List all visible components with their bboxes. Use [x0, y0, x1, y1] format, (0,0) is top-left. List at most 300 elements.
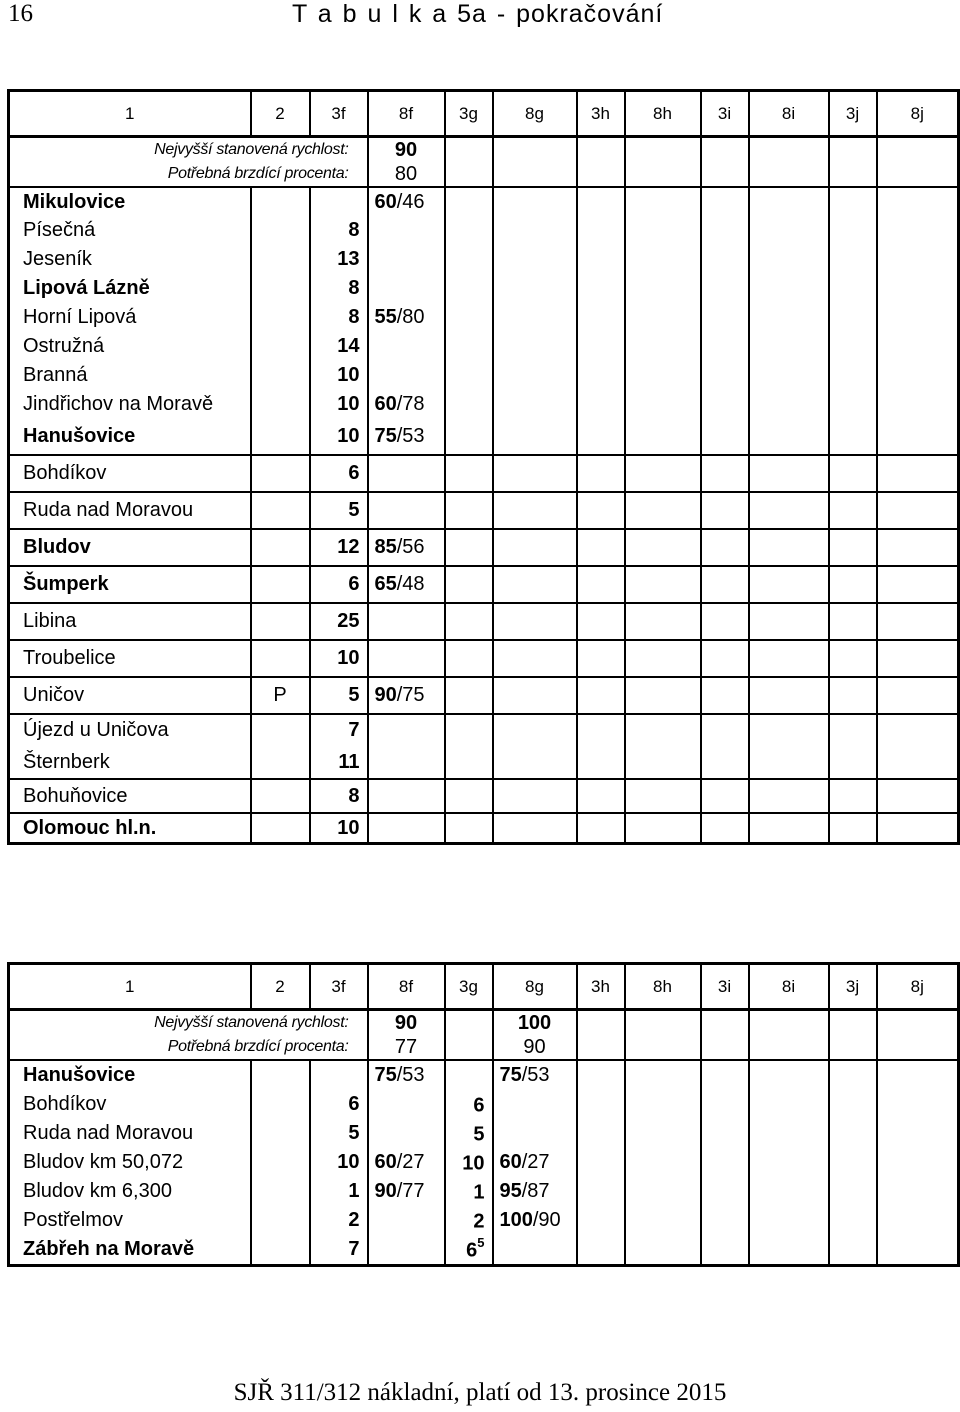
station-name: Horní Lipová: [9, 303, 251, 332]
empty-cell: [625, 361, 701, 390]
station-speed-f-brake: /53: [396, 1064, 425, 1086]
empty-cell: [877, 390, 959, 419]
station-name: Bohdíkov: [9, 1090, 251, 1119]
empty-cell: [829, 303, 877, 332]
empty-cell: [251, 1235, 310, 1266]
empty-cell: [829, 361, 877, 390]
station-mark: [251, 361, 310, 390]
col-header-3f: 3f: [310, 964, 368, 1010]
empty-cell: [829, 1177, 877, 1206]
station-speed: [368, 529, 445, 566]
empty-cell: [577, 332, 625, 361]
empty-cell: [251, 1119, 310, 1148]
empty-cell: [749, 187, 829, 216]
empty-cell: [493, 677, 577, 714]
empty-cell: [577, 1177, 625, 1206]
empty-cell: [749, 455, 829, 492]
station-distance-g: [445, 1148, 493, 1177]
empty-cell: [445, 640, 493, 677]
empty-cell: [829, 603, 877, 640]
station-row: [9, 1206, 959, 1235]
empty-cell: [577, 640, 625, 677]
station-row: [9, 245, 959, 274]
empty-cell: [625, 1119, 701, 1148]
empty-cell: [749, 1148, 829, 1177]
empty-cell: [877, 714, 959, 746]
station-mark: [251, 714, 310, 746]
empty-cell: [749, 492, 829, 529]
empty-cell: [625, 813, 701, 844]
footer-note: SJŘ 311/312 nákladní, platí od 13. prosince 2015: [233, 1379, 727, 1406]
empty-cell: [749, 1060, 829, 1090]
station-name: Ruda nad Moravou: [9, 1119, 251, 1148]
empty-cell: [625, 1206, 701, 1235]
empty-cell: [829, 746, 877, 779]
col-header-1: 1: [9, 964, 251, 1010]
station-name: Bludov km 50,072: [9, 1148, 251, 1177]
station-speed-value: 90: [374, 684, 397, 706]
empty-cell: [445, 746, 493, 779]
empty-cell: [877, 332, 959, 361]
station-name: Bludov: [9, 529, 251, 566]
station-mark: [251, 390, 310, 419]
station-distance: 10: [310, 419, 368, 455]
empty-cell: [445, 492, 493, 529]
empty-cell: [445, 245, 493, 274]
empty-cell: [829, 245, 877, 274]
empty-cell: [701, 245, 749, 274]
empty-cell: [749, 1206, 829, 1235]
col-header-3g: 3g: [445, 964, 493, 1010]
empty-cell: [829, 1206, 877, 1235]
station-speed-brake: /75: [396, 684, 425, 706]
empty-cell: [701, 714, 749, 746]
station-row: [9, 274, 959, 303]
station-row: [9, 1060, 959, 1090]
station-distance-g: [445, 1206, 493, 1235]
station-speed: [368, 216, 445, 245]
station-speed: [368, 187, 445, 216]
station-distance-g-value: 6: [473, 1094, 485, 1117]
empty-cell: [577, 746, 625, 779]
empty-cell: [877, 640, 959, 677]
station-distance: 12: [310, 529, 368, 566]
empty-cell: [877, 1235, 959, 1266]
empty-cell: [493, 566, 577, 603]
empty-cell: [445, 332, 493, 361]
empty-cell: [701, 1206, 749, 1235]
station-speed-value: 60: [374, 393, 397, 415]
empty-cell: [701, 187, 749, 216]
station-row: [9, 361, 959, 390]
station-row: [9, 216, 959, 245]
station-mark: [251, 603, 310, 640]
station-speed-brake: /48: [396, 573, 425, 595]
empty-cell: [701, 1235, 749, 1266]
empty-cell: [577, 303, 625, 332]
station-row: [9, 603, 959, 640]
station-distance-g-note: 5: [477, 1234, 485, 1250]
station-name: Ruda nad Moravou: [9, 492, 251, 529]
empty-cell: [701, 603, 749, 640]
empty-cell: [493, 455, 577, 492]
station-distance: 6: [310, 566, 368, 603]
empty-cell: [749, 746, 829, 779]
empty-cell: [577, 492, 625, 529]
empty-cell: [577, 216, 625, 245]
station-speed-brake: /78: [396, 393, 425, 415]
station-distance-f: 6: [310, 1090, 368, 1119]
station-distance-g-value: 1: [473, 1181, 485, 1204]
empty-cell: [577, 603, 625, 640]
col-header-3i: 3i: [701, 91, 749, 137]
station-speed-f: [368, 1177, 445, 1206]
empty-cell: [701, 640, 749, 677]
empty-cell: [877, 566, 959, 603]
station-speed: [368, 455, 445, 492]
station-speed-g: [493, 1090, 577, 1119]
empty-cell: [749, 813, 829, 844]
col-header-8h: 8h: [625, 964, 701, 1010]
empty-cell: [577, 187, 625, 216]
empty-cell: [749, 714, 829, 746]
station-name: Olomouc hl.n.: [9, 813, 251, 844]
station-row: [9, 1090, 959, 1119]
station-row: [9, 332, 959, 361]
empty-cell: [625, 245, 701, 274]
empty-cell: [251, 1060, 310, 1090]
empty-cell: [829, 1235, 877, 1266]
station-name: Lipová Lázně: [9, 274, 251, 303]
empty-cell: [829, 1119, 877, 1148]
empty-cell: [701, 529, 749, 566]
empty-cell: [749, 419, 829, 455]
empty-cell: [749, 332, 829, 361]
station-speed-g: [493, 1235, 577, 1266]
empty-cell: [829, 813, 877, 844]
empty-cell: [577, 390, 625, 419]
empty-cell: [877, 813, 959, 844]
station-speed: [368, 245, 445, 274]
col-header-2: 2: [251, 91, 310, 137]
empty-cell: [577, 566, 625, 603]
station-speed-f: [368, 1090, 445, 1119]
station-mark: [251, 332, 310, 361]
empty-cell: [877, 1090, 959, 1119]
empty-cell: [577, 1060, 625, 1090]
col-header-8j: 8j: [877, 91, 959, 137]
max-speed-value: 90: [368, 137, 445, 163]
station-mark: [251, 746, 310, 779]
empty-cell: [829, 1148, 877, 1177]
station-distance: 8: [310, 216, 368, 245]
station-mark: [251, 274, 310, 303]
page-title: T a b u l k a 5a - pokračování: [292, 0, 664, 28]
station-distance: 10: [310, 640, 368, 677]
empty-cell: [749, 361, 829, 390]
empty-cell: [577, 677, 625, 714]
empty-cell: [625, 332, 701, 361]
empty-cell: [829, 390, 877, 419]
station-row: [9, 303, 959, 332]
empty-cell: [877, 746, 959, 779]
station-distance: 14: [310, 332, 368, 361]
station-name: Hanušovice: [9, 1060, 251, 1090]
station-distance-f: 10: [310, 1148, 368, 1177]
station-mark: [251, 245, 310, 274]
station-speed-g: [493, 1177, 577, 1206]
brake-percent-value: 80: [368, 162, 445, 187]
station-speed-g-value: 75: [499, 1064, 522, 1086]
station-row: [9, 1177, 959, 1206]
station-speed: [368, 746, 445, 779]
empty-cell: [577, 529, 625, 566]
station-row: [9, 1119, 959, 1148]
station-distance-f: 2: [310, 1206, 368, 1235]
empty-cell: [577, 455, 625, 492]
empty-cell: [493, 640, 577, 677]
empty-cell: [749, 640, 829, 677]
station-distance: 8: [310, 303, 368, 332]
empty-cell: [829, 492, 877, 529]
station-name: Bohuňovice: [9, 779, 251, 813]
empty-cell: [625, 779, 701, 813]
station-name: Zábřeh na Moravě: [9, 1235, 251, 1266]
empty-cell: [625, 390, 701, 419]
empty-cell: [493, 303, 577, 332]
empty-cell: [749, 566, 829, 603]
station-speed-g-value: 100: [499, 1209, 533, 1231]
station-row: [9, 714, 959, 746]
station-mark: [251, 813, 310, 844]
station-speed-value: 75: [374, 425, 397, 447]
station-speed-brake: /80: [396, 306, 425, 328]
empty-cell: [625, 216, 701, 245]
empty-cell: [493, 714, 577, 746]
station-row: [9, 566, 959, 603]
empty-cell: [749, 1235, 829, 1266]
station-name: Branná: [9, 361, 251, 390]
station-distance-f: 5: [310, 1119, 368, 1148]
brake-percent-value-f: 77: [368, 1035, 445, 1060]
empty-cell: [877, 216, 959, 245]
empty-cell: [445, 529, 493, 566]
empty-cell: [829, 216, 877, 245]
max-speed-row: [9, 1010, 959, 1036]
empty-cell: [493, 187, 577, 216]
empty-cell: [749, 603, 829, 640]
station-speed-f-value: 90: [374, 1180, 397, 1202]
max-speed-label: Nejvyšší stanovená rychlost:: [9, 1010, 368, 1036]
empty-cell: [877, 303, 959, 332]
station-name: Troubelice: [9, 640, 251, 677]
empty-cell: [701, 492, 749, 529]
page-number: 16: [8, 0, 33, 27]
empty-cell: [749, 529, 829, 566]
station-name: Libina: [9, 603, 251, 640]
empty-cell: [445, 779, 493, 813]
station-distance-g-value: 6: [466, 1239, 478, 1262]
max-speed-row: [9, 137, 959, 163]
empty-cell: [493, 603, 577, 640]
empty-cell: [625, 714, 701, 746]
station-distance: 25: [310, 603, 368, 640]
station-row: [9, 640, 959, 677]
col-header-3j: 3j: [829, 964, 877, 1010]
station-speed: [368, 419, 445, 455]
empty-cell: [625, 746, 701, 779]
empty-cell: [701, 1060, 749, 1090]
station-speed-brake: /46: [396, 190, 425, 213]
empty-cell: [701, 274, 749, 303]
empty-cell: [701, 1119, 749, 1148]
empty-cell: [701, 677, 749, 714]
station-name: Bohdíkov: [9, 455, 251, 492]
station-speed-g-value: 60: [499, 1151, 522, 1173]
station-distance: 11: [310, 746, 368, 779]
timetable-2: [7, 962, 960, 1267]
empty-cell: [829, 1060, 877, 1090]
empty-cell: [701, 390, 749, 419]
station-mark: [251, 303, 310, 332]
station-speed: [368, 714, 445, 746]
column-header-row: [9, 91, 959, 137]
empty-cell: [577, 813, 625, 844]
station-row: [9, 1235, 959, 1266]
station-name: Hanušovice: [9, 419, 251, 455]
empty-cell: [577, 1206, 625, 1235]
empty-cell: [701, 455, 749, 492]
empty-cell: [877, 419, 959, 455]
empty-cell: [493, 390, 577, 419]
empty-cell: [625, 419, 701, 455]
station-distance-g: [445, 1060, 493, 1090]
station-row: [9, 677, 959, 714]
station-name: Písečná: [9, 216, 251, 245]
empty-cell: [877, 1206, 959, 1235]
empty-cell: [445, 303, 493, 332]
station-speed-f-brake: /77: [396, 1180, 425, 1202]
empty-cell: [625, 529, 701, 566]
empty-cell: [625, 603, 701, 640]
station-speed: [368, 390, 445, 419]
station-mark: [251, 640, 310, 677]
col-header-3f: 3f: [310, 91, 368, 137]
station-row: [9, 419, 959, 455]
station-distance-f: 7: [310, 1235, 368, 1266]
empty-cell: [251, 1177, 310, 1206]
empty-cell: [877, 245, 959, 274]
empty-cell: [577, 245, 625, 274]
station-name: Postřelmov: [9, 1206, 251, 1235]
empty-cell: [493, 492, 577, 529]
col-header-3h: 3h: [577, 91, 625, 137]
station-speed-f: [368, 1206, 445, 1235]
empty-cell: [701, 1177, 749, 1206]
station-row: [9, 779, 959, 813]
station-row: [9, 455, 959, 492]
empty-cell: [493, 332, 577, 361]
empty-cell: [251, 1090, 310, 1119]
empty-cell: [877, 603, 959, 640]
station-distance-f: 1: [310, 1177, 368, 1206]
empty-cell: [701, 332, 749, 361]
station-distance-g-value: 10: [462, 1152, 485, 1175]
station-name: Újezd u Uničova: [9, 714, 251, 746]
station-name: Šumperk: [9, 566, 251, 603]
empty-cell: [877, 274, 959, 303]
empty-cell: [625, 566, 701, 603]
empty-cell: [577, 779, 625, 813]
col-header-8h: 8h: [625, 91, 701, 137]
station-speed-g-brake: /87: [521, 1180, 550, 1202]
station-distance-g: [445, 1090, 493, 1119]
brake-percent-label: Potřebná brzdící procenta:: [9, 1035, 368, 1060]
empty-cell: [701, 1090, 749, 1119]
station-mark: [251, 187, 310, 216]
col-header-8j: 8j: [877, 964, 959, 1010]
empty-cell: [577, 361, 625, 390]
station-distance-g-value: 5: [473, 1123, 485, 1146]
empty-cell: [625, 677, 701, 714]
empty-cell: [445, 566, 493, 603]
station-row: [9, 390, 959, 419]
empty-cell: [625, 274, 701, 303]
station-speed-g: [493, 1119, 577, 1148]
station-speed: [368, 492, 445, 529]
station-distance: 6: [310, 455, 368, 492]
station-mark: [251, 492, 310, 529]
station-distance-g: [445, 1119, 493, 1148]
station-speed-value: 55: [374, 306, 397, 328]
station-distance: 8: [310, 274, 368, 303]
brake-percent-value-g: 90: [493, 1035, 577, 1060]
column-header-row: [9, 964, 959, 1010]
station-speed-f: [368, 1235, 445, 1266]
station-speed-brake: /53: [396, 425, 425, 447]
empty-cell: [829, 187, 877, 216]
station-row: [9, 813, 959, 844]
empty-cell: [445, 603, 493, 640]
empty-cell: [493, 245, 577, 274]
station-distance: [310, 187, 368, 216]
station-name: Mikulovice: [9, 187, 251, 216]
empty-cell: [625, 1060, 701, 1090]
col-header-8i: 8i: [749, 91, 829, 137]
station-distance: 5: [310, 492, 368, 529]
station-name: Ostružná: [9, 332, 251, 361]
empty-cell: [445, 361, 493, 390]
empty-cell: [493, 216, 577, 245]
station-mark: [251, 779, 310, 813]
station-speed-brake: /56: [396, 536, 425, 558]
station-speed-g-value: 95: [499, 1180, 522, 1202]
station-speed: [368, 303, 445, 332]
station-row: [9, 529, 959, 566]
station-speed-f: [368, 1060, 445, 1090]
station-speed: [368, 361, 445, 390]
station-row: [9, 746, 959, 779]
timetable-1: [7, 89, 960, 845]
empty-cell: [493, 529, 577, 566]
col-header-8g: 8g: [493, 964, 577, 1010]
empty-cell: [577, 714, 625, 746]
col-header-2: 2: [251, 964, 310, 1010]
empty-cell: [877, 1060, 959, 1090]
station-speed-f-brake: /27: [396, 1151, 425, 1173]
empty-cell: [577, 419, 625, 455]
col-header-3j: 3j: [829, 91, 877, 137]
